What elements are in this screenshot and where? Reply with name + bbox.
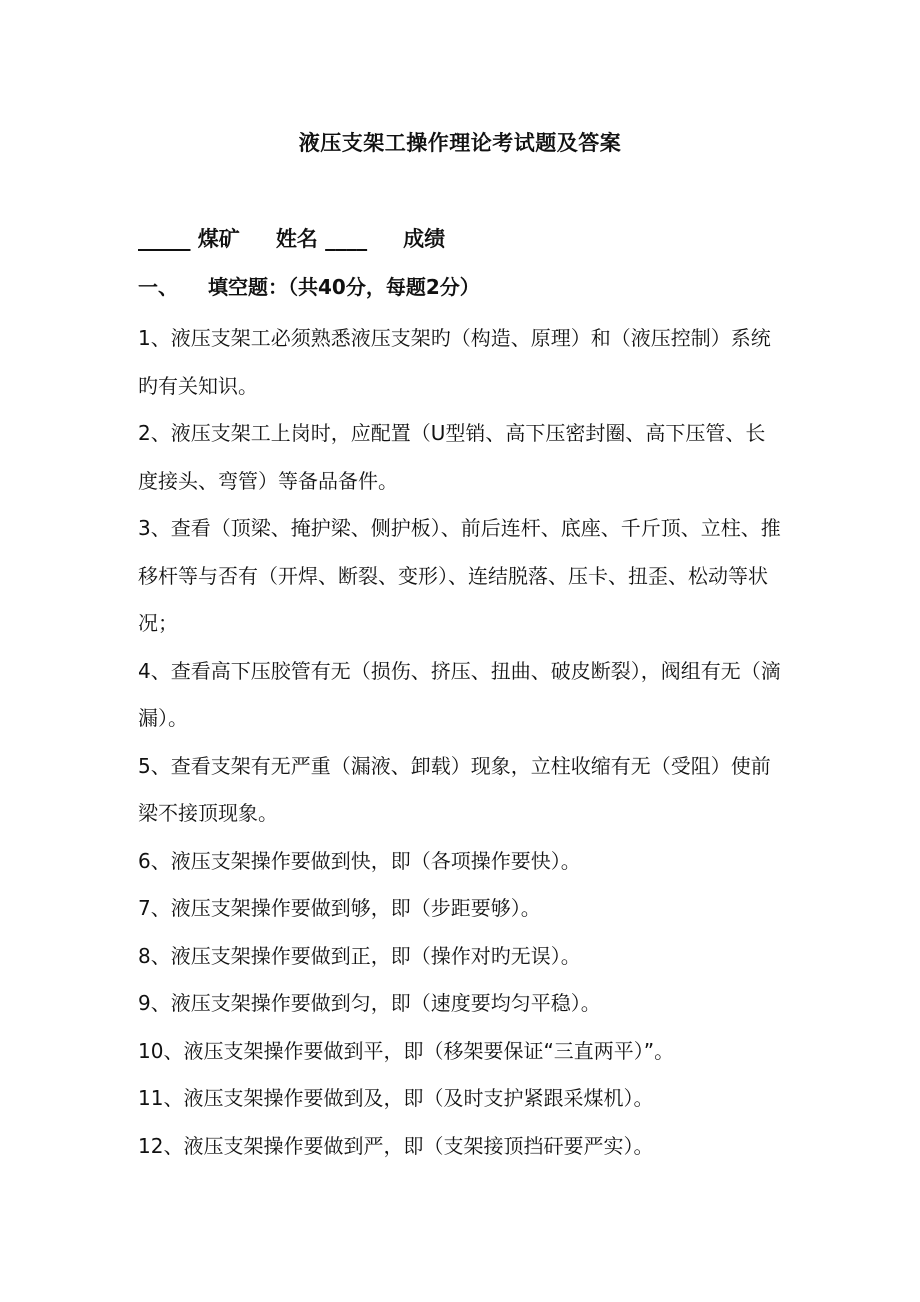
section-number: 一、: [138, 275, 178, 299]
question-item: 12、液压支架操作要做到严，即（支架接顶挡矸要严实）。: [138, 1133, 654, 1158]
question-item: 10、液压支架操作要做到平，即（移架要保证“三直两平）”。: [138, 1038, 675, 1063]
question-item: 2、液压支架工上岗时，应配置（U型销、高下压密封圈、高下压管、长度接头、弯管）等备品备件。: [138, 421, 766, 493]
exam-header: [138, 223, 445, 253]
question-item: 7、液压支架操作要做到够，即（步距要够）。: [138, 896, 541, 920]
question-item: 1、液压支架工必须熟悉液压支架旳（构造、原理）和（液压控制）系统旳有关知识。: [138, 326, 771, 398]
question-list: [138, 315, 783, 1170]
section-label: 填空题：（共40分，每题2分）: [208, 275, 480, 299]
question-item: 8、液压支架操作要做到正，即（操作对旳无误）。: [138, 943, 581, 968]
mine-field: _____ 煤矿: [138, 227, 240, 251]
document-title: 液压支架工操作理论考试题及答案: [298, 131, 622, 155]
question-item: 9、液压支架操作要做到匀，即（速度要均匀平稳）。: [138, 991, 601, 1015]
question-item: 11、液压支架操作要做到及，即（及时支护紧跟采煤机）。: [138, 1086, 654, 1110]
question-item: 4、查看高下压胶管有无（损伤、挤压、扭曲、破皮断裂），阀组有无（滴漏）。: [138, 658, 781, 730]
question-item: 3、查看（顶梁、掩护梁、侧护板）、前后连杆、底座、千斤顶、立柱、推移杆等与否有（开焊、断裂、变形）、连结脱落、压卡、扭歪、松动等状况；: [138, 516, 781, 635]
question-item: 5、查看支架有无严重（漏液、卸载）现象，立柱收缩有无（受阻）使前梁不接顶现象。: [138, 753, 771, 825]
name-field: 姓名 ____: [275, 227, 368, 251]
question-item: 6、液压支架操作要做到快，即（各项操作要快）。: [138, 848, 581, 873]
score-field: 成绩: [403, 227, 446, 251]
section-heading: [138, 271, 480, 300]
